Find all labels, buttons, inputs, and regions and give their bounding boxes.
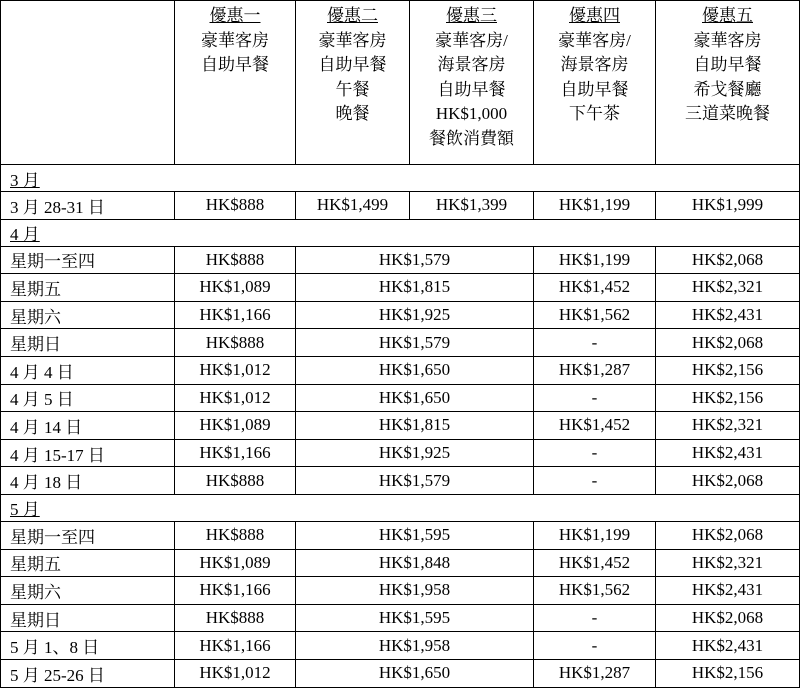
offer-5-feature: 自助早餐: [693, 55, 762, 74]
offer-1-price-cell: HK$1,166: [175, 577, 296, 605]
offer-4-price-cell: HK$1,199: [534, 192, 656, 220]
offer-5-price-cell: HK$2,068: [656, 467, 800, 495]
offer-4-feature: 自助早餐: [560, 79, 629, 99]
offer-5-price-cell: HK$2,068: [656, 246, 800, 274]
offer-1-price-cell: HK$1,089: [175, 412, 296, 440]
offer-2-3-price-cell: HK$1,958: [296, 577, 534, 605]
offer-3-feature: 自助早餐: [437, 79, 506, 99]
offer-2-3-price-cell: HK$1,579: [296, 246, 534, 274]
month-header-row: [1, 494, 800, 521]
header-offer-1: [175, 1, 296, 165]
offer-1-title: 優惠一: [209, 6, 261, 25]
table-row: [1, 356, 800, 384]
header-row: [1, 1, 800, 165]
table-row: [1, 549, 800, 577]
offer-3-feature: HK$1,000: [435, 104, 508, 123]
offer-4-price-cell: -: [534, 467, 656, 495]
offer-2-feature: 豪華客房: [318, 30, 387, 50]
offer-4-price-cell: HK$1,199: [534, 246, 656, 274]
header-offer-4: [534, 1, 656, 165]
date-label-cell: 5 月 1、8 日: [1, 632, 175, 660]
header-offer-3: [410, 1, 534, 165]
table-row: [1, 521, 800, 549]
month-header-cell: [1, 494, 800, 521]
date-label-cell: 4 月 15-17 日: [1, 439, 175, 467]
offer-5-price-cell: HK$2,068: [656, 604, 800, 632]
date-label-cell: 5 月 25-26 日: [1, 659, 175, 687]
offer-5-price-cell: HK$2,431: [656, 439, 800, 467]
offer-1-price-cell: HK$888: [175, 246, 296, 274]
offer-2-3-price-cell: HK$1,579: [296, 329, 534, 357]
table-row: [1, 632, 800, 660]
month-header-cell: [1, 219, 800, 246]
date-label-cell: 星期一至四: [1, 246, 175, 274]
offer-2-3-price-cell: HK$1,815: [296, 412, 534, 440]
offer-1-price-cell: HK$1,012: [175, 356, 296, 384]
offer-4-price-cell: HK$1,452: [534, 274, 656, 302]
table-row: [1, 412, 800, 440]
offer-5-title: 優惠五: [702, 6, 753, 25]
offer-5-price-cell: HK$2,156: [656, 384, 800, 412]
date-label-cell: 星期六: [1, 301, 175, 329]
table-row: [1, 384, 800, 412]
offer-1-price-cell: HK$888: [175, 604, 296, 632]
table-row: [1, 439, 800, 467]
offer-1-price-cell: HK$1,166: [175, 439, 296, 467]
header-blank-cell: [1, 1, 175, 165]
offer-4-price-cell: HK$1,452: [534, 412, 656, 440]
offer-1-price-cell: HK$1,166: [175, 301, 296, 329]
date-label-cell: 星期五: [1, 274, 175, 302]
offer-1-price-cell: HK$1,089: [175, 549, 296, 577]
offer-2-feature: 午餐: [335, 79, 370, 99]
offer-4-feature: 豪華客房/: [558, 30, 631, 50]
offer-5-price-cell: HK$2,321: [656, 412, 800, 440]
offer-5-feature: 豪華客房: [693, 30, 762, 50]
offer-4-price-cell: HK$1,287: [534, 659, 656, 687]
offer-2-3-price-cell: HK$1,848: [296, 549, 534, 577]
offer-4-feature: 下午茶: [569, 104, 620, 123]
month-label: 4 月: [10, 225, 40, 245]
offer-2-3-price-cell: HK$1,925: [296, 439, 534, 467]
table-row: [1, 329, 800, 357]
offer-2-3-price-cell: HK$1,650: [296, 659, 534, 687]
offer-2-3-price-cell: HK$1,595: [296, 604, 534, 632]
offer-2-3-price-cell: HK$1,650: [296, 356, 534, 384]
date-label-cell: 4 月 5 日: [1, 384, 175, 412]
offer-5-feature: 希戈餐廳: [693, 79, 762, 99]
date-label-cell: 星期一至四: [1, 521, 175, 549]
offer-5-price-cell: HK$2,321: [656, 274, 800, 302]
offer-4-price-cell: HK$1,562: [534, 577, 656, 605]
date-label-cell: 4 月 4 日: [1, 356, 175, 384]
offer-2-feature: 自助早餐: [318, 55, 387, 74]
offer-1-price-cell: HK$888: [175, 192, 296, 220]
offer-3-feature: 豪華客房/: [435, 30, 508, 50]
offer-4-price-cell: -: [534, 439, 656, 467]
table-row: [1, 604, 800, 632]
offer-5-price-cell: HK$2,321: [656, 549, 800, 577]
offer-4-title: 優惠四: [569, 6, 620, 25]
offer-2-price-cell: HK$1,499: [296, 192, 410, 220]
month-header-cell: [1, 165, 800, 192]
offer-5-price-cell: HK$2,068: [656, 521, 800, 549]
date-label-cell: 星期六: [1, 577, 175, 605]
month-header-row: [1, 165, 800, 192]
offer-4-price-cell: -: [534, 329, 656, 357]
header-offer-2: [296, 1, 410, 165]
offer-4-price-cell: HK$1,562: [534, 301, 656, 329]
month-header-row: [1, 219, 800, 246]
header-offer-5: [656, 1, 800, 165]
offer-1-price-cell: HK$1,012: [175, 659, 296, 687]
offer-5-price-cell: HK$1,999: [656, 192, 800, 220]
offer-5-price-cell: HK$2,431: [656, 301, 800, 329]
table-row: [1, 467, 800, 495]
offer-5-price-cell: HK$2,156: [656, 659, 800, 687]
offer-3-feature: 海景客房: [437, 55, 506, 74]
offer-2-3-price-cell: HK$1,815: [296, 274, 534, 302]
offer-2-title: 優惠二: [327, 6, 378, 25]
offer-5-price-cell: HK$2,156: [656, 356, 800, 384]
table-row: [1, 192, 800, 220]
offer-1-price-cell: HK$888: [175, 467, 296, 495]
month-label: 3 月: [10, 170, 40, 190]
offer-4-price-cell: HK$1,199: [534, 521, 656, 549]
offer-1-price-cell: HK$1,166: [175, 632, 296, 660]
date-label-cell: 星期五: [1, 549, 175, 577]
date-label-cell: 3 月 28-31 日: [1, 192, 175, 220]
table-row: [1, 659, 800, 687]
offer-1-price-cell: HK$1,089: [175, 274, 296, 302]
offer-1-price-cell: HK$1,012: [175, 384, 296, 412]
offer-5-feature: 三道菜晚餐: [685, 104, 770, 123]
offer-2-3-price-cell: HK$1,925: [296, 301, 534, 329]
offer-2-3-price-cell: HK$1,650: [296, 384, 534, 412]
offer-2-feature: 晚餐: [335, 104, 370, 123]
offer-1-price-cell: HK$888: [175, 521, 296, 549]
offer-2-3-price-cell: HK$1,958: [296, 632, 534, 660]
offer-4-price-cell: -: [534, 384, 656, 412]
date-label-cell: 4 月 14 日: [1, 412, 175, 440]
offer-3-price-cell: HK$1,399: [410, 192, 534, 220]
rates-table-body: [1, 1, 800, 688]
offer-3-feature: 餐飲消費額: [429, 128, 514, 148]
table-row: [1, 274, 800, 302]
offer-3-title: 優惠三: [446, 6, 497, 25]
offer-4-feature: 海景客房: [560, 55, 629, 74]
date-label-cell: 星期日: [1, 604, 175, 632]
offer-1-price-cell: HK$888: [175, 329, 296, 357]
offer-2-3-price-cell: HK$1,595: [296, 521, 534, 549]
date-label-cell: 星期日: [1, 329, 175, 357]
table-row: [1, 577, 800, 605]
offer-5-price-cell: HK$2,431: [656, 632, 800, 660]
offer-5-price-cell: HK$2,431: [656, 577, 800, 605]
offer-4-price-cell: HK$1,287: [534, 356, 656, 384]
table-row: [1, 301, 800, 329]
offer-4-price-cell: -: [534, 604, 656, 632]
offer-4-price-cell: HK$1,452: [534, 549, 656, 577]
offer-4-price-cell: -: [534, 632, 656, 660]
offer-5-price-cell: HK$2,068: [656, 329, 800, 357]
date-label-cell: 4 月 18 日: [1, 467, 175, 495]
offer-1-feature: 自助早餐: [201, 55, 269, 74]
offer-1-feature: 豪華客房: [201, 30, 269, 50]
offer-2-3-price-cell: HK$1,579: [296, 467, 534, 495]
month-label: 5 月: [10, 500, 40, 520]
table-row: [1, 246, 800, 274]
